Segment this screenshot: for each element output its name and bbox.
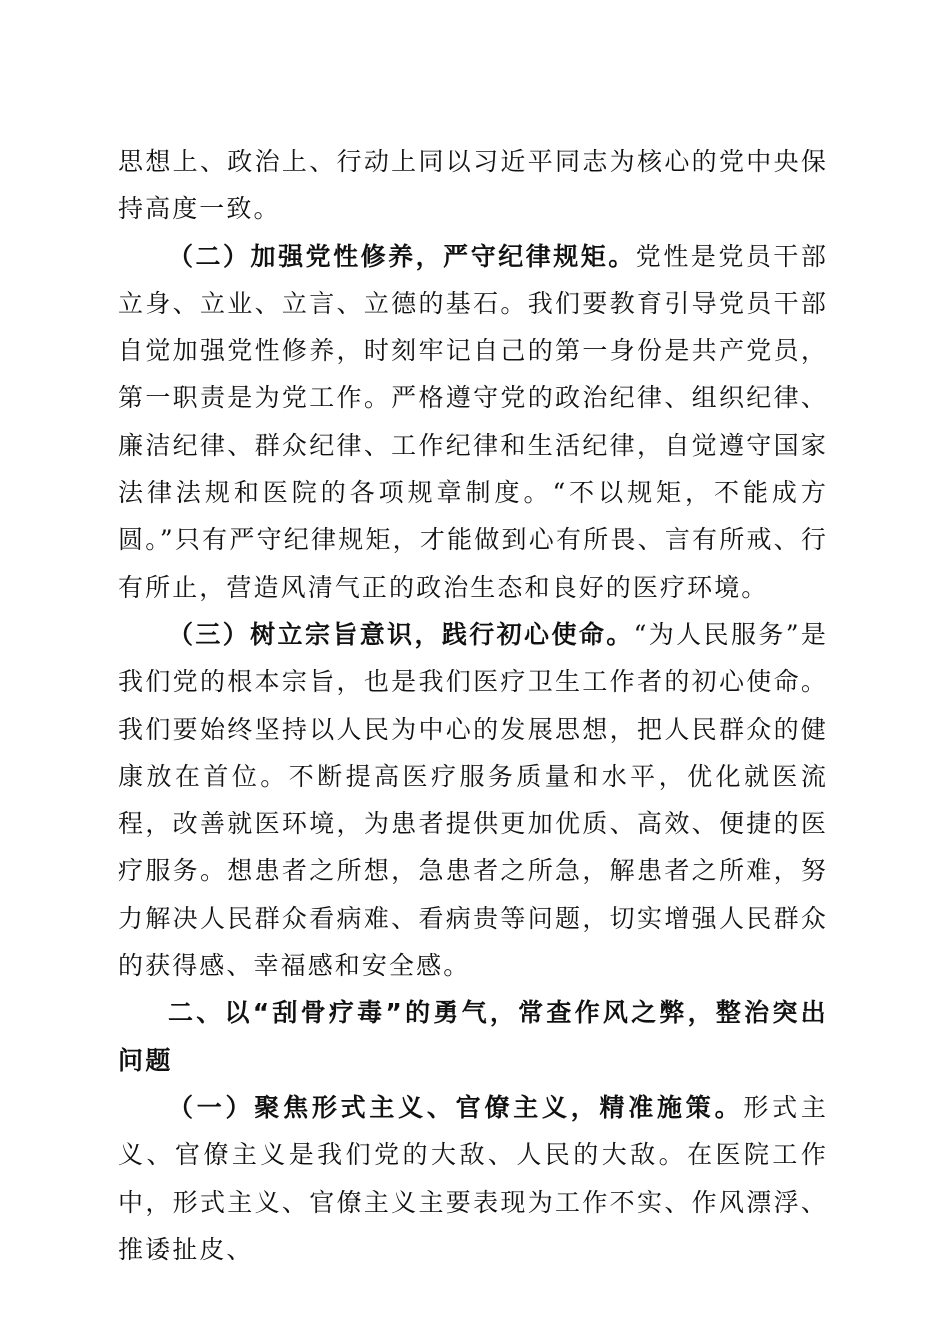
paragraph-text: 形式主义、官僚主义是我们党的大敌、人民的大敌。在医院工作中，形式主义、官僚主义主要表现为工作不实、作风漂浮、推诿扯皮、 bbox=[118, 1092, 828, 1264]
paragraph-text: 党性是党员干部立身、立业、立言、立德的基石。我们要教育引导党员干部自觉加强党性修养，时刻牢记自己的第一身份是共产党员，第一职责是为党工作。严格遵守党的政治纪律、组织纪律、廉洁纪律、群众纪律、工作纪律和生活纪律，自觉遵守国家法律法规和医院的各项规章制度。“不以规矩，不能成方圆。”只有严守纪律规矩，才能做到心有所畏、言有所戒、行有所止，营造风清气正的政治生态和良好的医疗环境。 bbox=[118, 241, 829, 602]
paragraph-party-discipline bbox=[118, 233, 828, 611]
paragraph-continuation bbox=[118, 138, 828, 233]
subheading-formalism: （一）聚焦形式主义、官僚主义，精准施策。 bbox=[168, 1092, 744, 1122]
paragraph-formalism bbox=[118, 1084, 828, 1273]
paragraph-mission bbox=[118, 611, 828, 989]
subheading-party-discipline: （二）加强党性修养，严守纪律规矩。 bbox=[168, 241, 636, 271]
paragraph-text: “为人民服务”是我们党的根本宗旨，也是我们医疗卫生工作者的初心使命。我们要始终坚持以人民为中心的发展思想，把人民群众的健康放在首位。不断提高医疗服务质量和水平，优化就医流程，改善就医环境，为患者提供更加优质、高效、便捷的医疗服务。想患者之所想，急患者之所急，解患者之所难，努力解决人民群众看病难、看病贵等问题，切实增强人民群众的获得感、幸福感和安全感。 bbox=[118, 619, 828, 981]
section-heading-two: 二、以“刮骨疗毒”的勇气，常查作风之弊，整治突出问题 bbox=[118, 998, 828, 1075]
subheading-mission: （三）树立宗旨意识，践行初心使命。 bbox=[168, 619, 634, 649]
document-body bbox=[118, 138, 828, 1273]
paragraph-text: 思想上、政治上、行动上同以习近平同志为核心的党中央保持高度一致。 bbox=[118, 147, 828, 224]
